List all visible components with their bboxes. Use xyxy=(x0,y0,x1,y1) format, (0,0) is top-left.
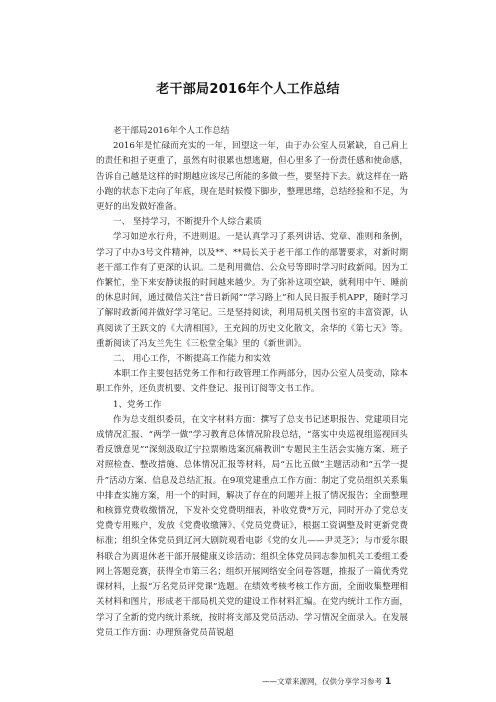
subsection-heading: 1、党务工作 xyxy=(113,399,162,410)
section-heading: 一、 坚持学习，不断提升个人综合素质 xyxy=(113,217,262,228)
page-number: 1 xyxy=(385,677,392,687)
document-title: 老干部局2016年个人工作总结 xyxy=(156,82,340,97)
document-body xyxy=(96,124,408,641)
paragraph: 学习如逆水行舟，不进则退。一是认真学习了系列讲话、党章、准则和条例，学习了中办3号文件精神，以及**、**局长关于老干部工作的部署要求，对新时期老干部工作有了更深的认识。二是利用微信、公众号等即时学习时政新闻。因为工作繁忙，坐下来安静读报的时间越来越少。为了弥补这项空缺，就利用中午、睡前的休息时间，通过微信关注“昔日新闻”“学习路上”和人民日报手机APP，随时学习了解时政新闻并做好学习笔记。三是坚持阅读，利用局机关图书室的丰富资源，认真阅读了王跃文的《大清相国》，王充闾的历史文化散文，余华的《第七天》等。重新阅读了冯友兰先生《三松堂全集》里的《新世训》。 xyxy=(96,232,408,349)
paragraph: 本职工作主要包括党务工作和行政管理工作两部分，因办公室人员变动，除本职工作外，还负责机要、文件登记、报刊订阅等文书工作。 xyxy=(96,369,408,395)
page-footer xyxy=(262,676,391,687)
section-heading: 二、 用心工作，不断提高工作能力和实效 xyxy=(113,354,271,365)
paragraph: 2016年是忙碌而充实的一年，回望这一年，由于办公室人员紧缺，自己肩上的责任和担子更重了，虽然有时很累也想逃避，但心里多了一份责任感和使命感，告诉自己越是这样的时期越应该尽己所能的多做一些，要坚持下去。就这样在一路小跑的状态下走向了年底，现在是时候慢下脚步，整理思绪，总结经验和不足，为更好的出发做好准备。 xyxy=(96,141,408,213)
footer-source-text: ——文章来源网，仅供分享学习参考 xyxy=(262,677,382,686)
paragraph: 老干部局2016年个人工作总结 xyxy=(113,126,230,136)
paragraph: 作为总支组织委员，在文字材料方面：撰写了总支书记述职报告、党建项目完成情况汇报、“两学一做”学习教育总体情况阶段总结，“落实中央巡视组巡视回头看反馈意见”“深刻汲取辽宁拉票贿选案沉痛教训”专题民主生活会实施方案、班子对照检查、整改措施、总体情况汇报等材料，局“五比五做”主题活动和“五学一提升”活动方案、信息及总结汇报。在9项党建重点工作方面：制定了党员组织关系集中排查实施方案，用一个的时间，解决了存在的问题并上报了情况报告；全面整理和核算党费收缴情况，下发补交党费明细表，补收党费*万元，同时开办了党总支党费专用账户，发放《党费收缴簿》、《党员党费证》，根据工资调整及时更新党费标准；组织全体党员到辽河大剧院观看电影《党的女儿——尹灵芝》；与市爱尔眼科联合为离退休老干部开展健康义诊活动；组织全体党员同志参加机关工委组工委网上答题竞赛，获得全市第三名；组织开展网络安全问卷答题，推报了一篇优秀党课材料，上报“万名党员评党课”选题。在绩效考核考核工作方面，全面收集整理相关材料和图片，形成老干部局机关党的建设工作材料汇编。在党内统计工作方面，学习了全新的党内统计系统，按时将支部及党员活动、学习情况全面录入。在发展党员工作方面：办理预备党员苗锐超 xyxy=(96,414,408,638)
